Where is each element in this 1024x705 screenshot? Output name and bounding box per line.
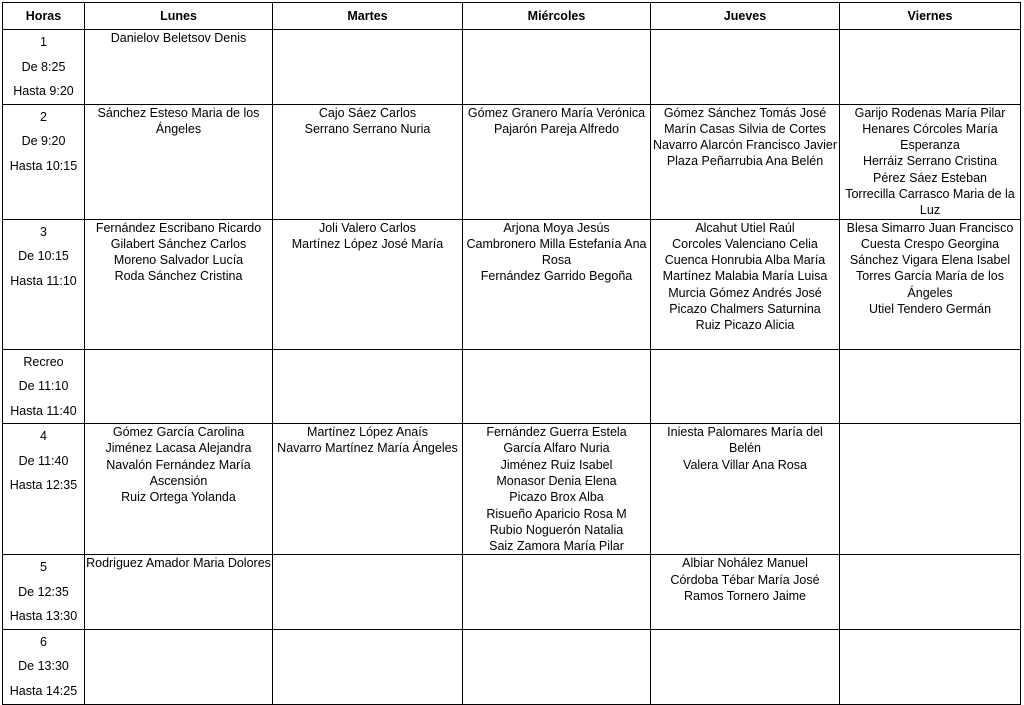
start-time: De 11:40 xyxy=(18,453,69,468)
student-name: Joli Valero Carlos xyxy=(318,220,417,235)
student-name: Jiménez Ruiz Isabel xyxy=(500,457,613,472)
student-name: Fernández Escribano Ricardo xyxy=(95,220,262,235)
period-label: 3 xyxy=(40,224,47,239)
hour-cell xyxy=(3,349,85,424)
student-name: Gómez Granero María Verónica xyxy=(467,105,646,120)
cell-lunes xyxy=(85,30,273,105)
cell-viernes xyxy=(840,555,1021,630)
header-miercoles: Miércoles xyxy=(463,3,651,30)
hour-cell xyxy=(3,104,85,219)
end-time: Hasta 9:20 xyxy=(13,84,74,98)
student-name: Valera Villar Ana Rosa xyxy=(683,457,807,472)
cell-martes xyxy=(273,219,463,349)
student-name: Henares Córcoles María Esperanza xyxy=(862,121,998,153)
start-time: De 10:15 xyxy=(18,249,69,264)
schedule-row xyxy=(3,104,1021,219)
student-name: Blesa Simarro Juan Francisco xyxy=(846,220,1014,235)
cell-viernes xyxy=(840,219,1021,349)
student-name: Plaza Peñarrubia Ana Belén xyxy=(666,154,824,169)
start-time: De 12:35 xyxy=(18,584,69,599)
schedule-row xyxy=(3,555,1021,630)
period-label: 6 xyxy=(40,634,47,649)
cell-martes xyxy=(273,349,463,424)
student-name: Navarro Alarcón Francisco Javier xyxy=(652,138,838,153)
period-label: 1 xyxy=(40,35,47,49)
student-name: Martínez López Anaís xyxy=(307,425,428,440)
student-name: Cuesta Crespo Georgina xyxy=(860,236,1000,251)
student-name: Arjona Moya Jesús xyxy=(503,220,610,235)
period-label: 2 xyxy=(40,109,47,124)
header-viernes: Viernes xyxy=(840,3,1021,30)
student-name: Fernández Garrido Begoña xyxy=(480,269,633,284)
cell-martes xyxy=(273,424,463,555)
hour-cell xyxy=(3,219,85,349)
cell-viernes xyxy=(840,104,1021,219)
period-label: Recreo xyxy=(23,354,64,369)
end-time: Hasta 12:35 xyxy=(9,478,78,493)
student-name: Gómez García Carolina xyxy=(112,425,245,440)
student-name: Marín Casas Silvia de Cortes xyxy=(664,121,826,136)
student-name: Rubio Noguerón Natalia xyxy=(489,522,624,537)
cell-viernes xyxy=(840,424,1021,555)
student-name: Corcoles Valenciano Celia xyxy=(672,236,818,251)
cell-lunes xyxy=(85,424,273,555)
cell-viernes xyxy=(840,30,1021,105)
student-name: Herráiz Serrano Cristina xyxy=(862,154,998,169)
header-martes: Martes xyxy=(273,3,463,30)
student-name: Navalón Fernández María Ascensión xyxy=(106,457,251,488)
student-name: Cuenca Honrubia Alba María xyxy=(664,253,826,268)
student-name: Gómez Sánchez Tomás José xyxy=(663,105,827,120)
student-name: Saiz Zamora María Pilar xyxy=(489,539,624,554)
end-time: Hasta 10:15 xyxy=(9,158,78,173)
start-time: De 9:20 xyxy=(21,134,66,148)
student-name: Risueño Aparicio Rosa M xyxy=(486,506,627,521)
student-name: Cajo Sáez Carlos xyxy=(318,105,417,120)
cell-viernes xyxy=(840,629,1021,704)
student-name: Murcia Gómez Andrés José xyxy=(668,285,822,300)
end-time: Hasta 11:40 xyxy=(10,403,77,418)
student-name: Martínez Malabia María Luisa xyxy=(662,269,828,284)
student-name: Gilabert Sánchez Carlos xyxy=(110,236,247,251)
cell-miercoles xyxy=(463,349,651,424)
student-name: Rodriguez Amador Maria Dolores xyxy=(86,556,271,571)
cell-lunes xyxy=(85,219,273,349)
student-name: Serrano Serrano Nuria xyxy=(304,121,431,136)
cell-lunes xyxy=(85,555,273,630)
schedule-row xyxy=(3,349,1021,424)
start-time: De 13:30 xyxy=(18,659,69,674)
cell-martes xyxy=(273,104,463,219)
student-name: Navarro Martínez María Ángeles xyxy=(277,441,458,456)
student-name: Utiel Tendero Germán xyxy=(868,302,992,317)
cell-martes xyxy=(273,629,463,704)
student-name: Iniesta Palomares María del Belén xyxy=(667,425,823,456)
cell-jueves xyxy=(651,555,840,630)
header-lunes: Lunes xyxy=(85,3,273,30)
cell-lunes xyxy=(85,349,273,424)
schedule-row xyxy=(3,219,1021,349)
student-name: Picazo Chalmers Saturnina xyxy=(669,302,821,317)
end-time: Hasta 11:10 xyxy=(10,273,77,288)
cell-miercoles xyxy=(463,629,651,704)
student-name: Ruiz Ortega Yolanda xyxy=(121,490,236,505)
period-label: 5 xyxy=(40,560,47,575)
student-name: Moreno Salvador Lucía xyxy=(113,253,244,268)
hour-cell xyxy=(3,555,85,630)
cell-jueves xyxy=(651,424,840,555)
schedule-row xyxy=(3,424,1021,555)
cell-miercoles xyxy=(463,30,651,105)
student-name: Córdoba Tébar María José xyxy=(670,572,820,587)
cell-miercoles xyxy=(463,219,651,349)
cell-lunes xyxy=(85,104,273,219)
student-name: Roda Sánchez Cristina xyxy=(114,269,243,284)
student-name: Sánchez Esteso Maria de los Ángeles xyxy=(97,105,260,136)
student-name: Ramos Tornero Jaime xyxy=(683,589,807,604)
hour-cell xyxy=(3,629,85,704)
student-name: Torrecilla Carrasco Maria de la Luz xyxy=(845,186,1015,218)
cell-jueves xyxy=(651,629,840,704)
student-name: Sánchez Vigara Elena Isabel xyxy=(849,253,1011,268)
hour-cell xyxy=(3,30,85,105)
cell-jueves xyxy=(651,219,840,349)
student-name: Pérez Sáez Esteban xyxy=(873,170,987,185)
student-name: Pajarón Pareja Alfredo xyxy=(493,121,620,136)
header-horas: Horas xyxy=(3,3,85,30)
student-name: Martínez López José María xyxy=(291,236,444,251)
start-time: De 8:25 xyxy=(21,59,66,74)
student-name: Fernández Guerra Estela xyxy=(486,425,627,440)
end-time: Hasta 13:30 xyxy=(9,609,78,624)
cell-viernes xyxy=(840,349,1021,424)
student-name: Garijo Rodenas María Pilar xyxy=(854,105,1006,120)
cell-jueves xyxy=(651,104,840,219)
period-label: 4 xyxy=(40,429,47,444)
end-time: Hasta 14:25 xyxy=(9,683,78,698)
hour-cell xyxy=(3,424,85,555)
student-name: García Alfaro Nuria xyxy=(503,441,610,456)
cell-martes xyxy=(273,555,463,630)
cell-miercoles xyxy=(463,555,651,630)
header-jueves: Jueves xyxy=(651,3,840,30)
student-name: Alcahut Utiel Raúl xyxy=(695,220,795,235)
student-name: Torres García María de los Ángeles xyxy=(856,269,1004,300)
student-name: Monasor Denia Elena xyxy=(496,473,617,488)
cell-martes xyxy=(273,30,463,105)
student-name: Cambronero Milla Estefanía Ana Rosa xyxy=(466,236,647,268)
student-name: Albiar Nohález Manuel xyxy=(682,556,808,571)
cell-jueves xyxy=(651,349,840,424)
schedule-row xyxy=(3,30,1021,105)
cell-jueves xyxy=(651,30,840,105)
start-time: De 11:10 xyxy=(18,379,69,394)
student-name: Picazo Brox Alba xyxy=(509,490,604,505)
cell-miercoles xyxy=(463,104,651,219)
header-row xyxy=(3,3,1021,30)
cell-lunes xyxy=(85,629,273,704)
student-name: Danielov Beletsov Denis xyxy=(110,31,247,45)
student-name: Ruiz Picazo Alicia xyxy=(695,318,795,333)
student-name: Jiménez Lacasa Alejandra xyxy=(105,441,252,456)
schedule-table xyxy=(2,2,1021,705)
cell-miercoles xyxy=(463,424,651,555)
schedule-row xyxy=(3,629,1021,704)
